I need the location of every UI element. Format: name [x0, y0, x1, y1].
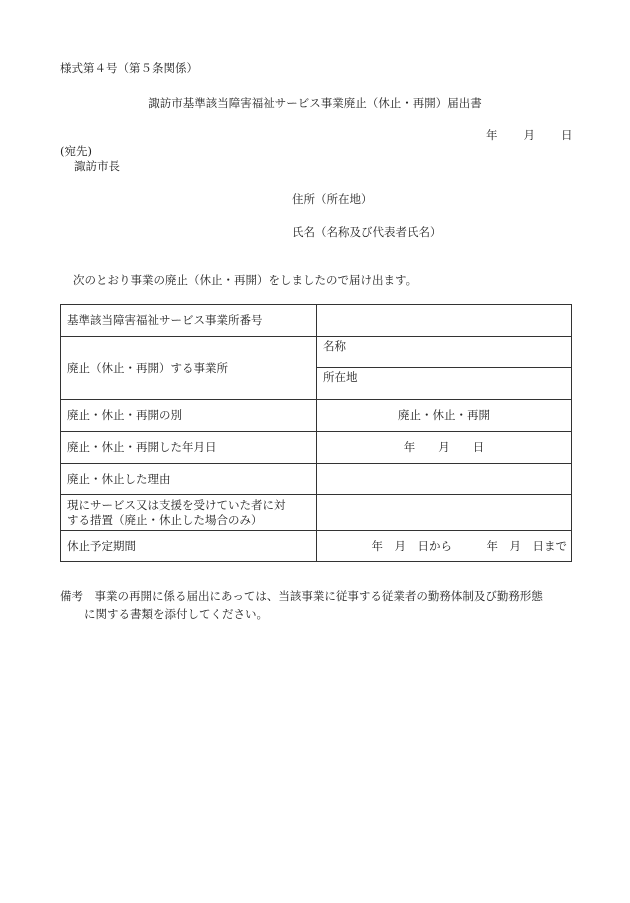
measures-label-line1: 現にサービス又は支援を受けていた者に対 — [67, 497, 286, 512]
measures-label — [61, 495, 317, 531]
office-name-field[interactable] — [317, 337, 572, 368]
measures-label-line2: する措置（廃止・休止した場合のみ） — [67, 512, 263, 527]
measures-field[interactable] — [317, 495, 572, 531]
date-line — [486, 127, 573, 143]
reason-field[interactable] — [317, 464, 572, 495]
office-label: 廃止（休止・再開）する事業所 — [61, 337, 317, 400]
office-name-label: 名称 — [323, 339, 346, 353]
remark-line1: 備考 事業の再開に係る届出にあっては、当該事業に従事する従業者の勤務体制及び勤務形態 — [60, 589, 543, 603]
addressee-name: 諏訪市長 — [74, 159, 120, 173]
office-location-label: 所在地 — [323, 370, 358, 384]
office-number-label: 基準該当障害福祉サービス事業所番号 — [61, 305, 317, 337]
form-number: 様式第４号（第５条関係） — [60, 61, 198, 75]
period-label: 休止予定期間 — [61, 531, 317, 562]
document-title: 諏訪市基準該当障害福祉サービス事業廃止（休止・再開）届出書 — [148, 96, 482, 110]
date-day: 日 — [561, 128, 573, 142]
remark-line2: に関する書類を添付してください。 — [84, 607, 268, 621]
date-month: 月 — [523, 128, 535, 142]
period-value[interactable]: 年 月 日から 年 月 日まで — [317, 531, 572, 562]
applicant-name-label: 氏名（名称及び代表者氏名） — [292, 225, 442, 239]
office-location-field[interactable] — [317, 368, 572, 400]
type-value[interactable]: 廃止・休止・再開 — [317, 400, 572, 432]
remark — [60, 587, 543, 623]
addressee-label: (宛先) — [60, 144, 92, 158]
type-label: 廃止・休止・再開の別 — [61, 400, 317, 432]
office-number-field[interactable] — [317, 305, 572, 337]
applicant-address-label: 住所（所在地） — [292, 192, 373, 206]
date-value[interactable]: 年 月 日 — [317, 432, 572, 464]
date-year: 年 — [486, 128, 498, 142]
reason-label: 廃止・休止した理由 — [61, 464, 317, 495]
intro-text: 次のとおり事業の廃止（休止・再開）をしましたので届け出ます。 — [73, 273, 418, 287]
date-label: 廃止・休止・再開した年月日 — [61, 432, 317, 464]
notification-table — [60, 304, 572, 562]
